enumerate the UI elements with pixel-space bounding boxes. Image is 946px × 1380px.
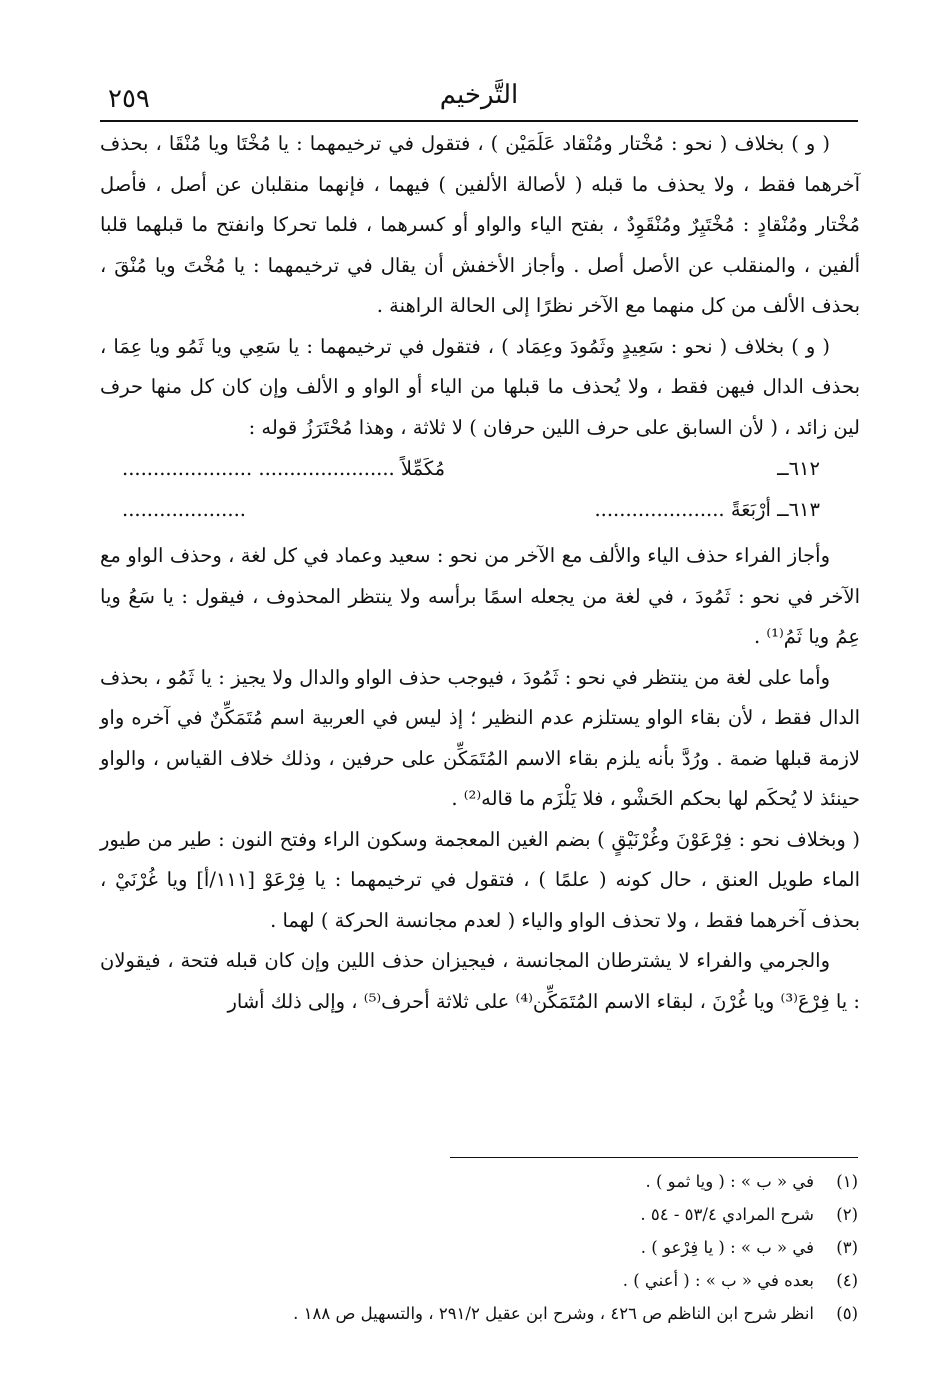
footnote-text: بعده في « ب » : ( أعني ) . <box>622 1271 814 1290</box>
page-number: ٢٥٩ <box>108 84 150 114</box>
paragraph: وأما على لغة من ينتظر في نحو : ثَمُودَ ، فيوجب حذف الواو والدال ولا يجيز : يا ثَمُو ، بحذف الدال فقط ، لأن بقاء الواو يستلزم عدم النظير ؛ إذ ليس في العربية اسم مُتَمَكِّنٌ في آخره واو لازمة قبلها ضمة . ورُدَّ بأنه يلزم بقاء الاسم المُتَمَكِّن على حرفين ، وذلك خلاف القياس ، والواو حينئذ لا يُحكَم لها بحكم الحَشْو ، فلا يَلْزَم ما قاله⁽²⁾ . <box>100 665 860 810</box>
footnote-number: (١) <box>836 1172 858 1191</box>
footnote-text: شرح المرادي ٥٣/٤ - ٥٤ . <box>640 1205 814 1224</box>
footnote <box>100 1264 858 1297</box>
paragraph: ( وبخلاف نحو : فِرْعَوْنَ وغُرْنَيْقٍ ) بضم الغين المعجمة وسكون الراء وفتح النون : طير من طيور الماء طويل العنق ، حال كونه ( علمًا ) ، فتقول في ترخيمهما : يا فِرْعَوْ [١١١/أ] ويا غُرْنَيْ ، بحذف آخرهما فقط ، ولا تحذف الواو والياء ( لعدم مجانسة الحركة ) لهما . <box>100 827 860 932</box>
paragraph: ( و ) بخلاف ( نحو : سَعِيدٍ وثَمُودَ وعِمَاد ) ، فتقول في ترخيمهما : يا سَعِي ويا ثَمُو ويا عِمَا ، بحذف الدال فيهن فقط ، ولا يُحذف ما قبلها من الياء أو الواو و الألف وإن كان كل منها حرف لين زائد ، ( لأن السابق على حرف اللين حرفان ) لا ثلاثة ، وهذا مُحْتَرَزُ قوله : <box>100 334 860 439</box>
footnote-divider <box>450 1157 858 1158</box>
footnote <box>100 1231 858 1264</box>
main-text <box>100 124 860 1022</box>
footnote-text: في « ب » : ( يا فِرْعو ) . <box>640 1238 814 1257</box>
verse-number-fragment: ٦١٣ــ أرْبَعَةً ..................... <box>594 498 820 521</box>
verse-fragment: مُكَمِّلاً ...................... ..................... <box>122 457 446 480</box>
footnote-text: انظر شرح ابن الناظم ص ٤٢٦ ، وشرح ابن عقيل ٢٩١/٢ ، والتسهيل ص ١٨٨ . <box>293 1304 814 1323</box>
footnote <box>100 1297 858 1330</box>
footnote-number: (٣) <box>836 1238 858 1257</box>
footnote-text: في « ب » : ( ويا ثمو ) . <box>645 1172 814 1191</box>
footnote-number: (٥) <box>836 1304 858 1323</box>
page-header <box>100 70 858 122</box>
footnote <box>100 1165 858 1198</box>
footnotes <box>100 1165 858 1330</box>
footnote <box>100 1198 858 1231</box>
verse-line <box>100 489 860 530</box>
paragraph: ( و ) بخلاف ( نحو : مُخْتار ومُنْقاد عَلَمَيْن ) ، فتقول في ترخيمهما : يا مُخْتَا ويا مُنْقَا ، بحذف آخرهما فقط ، ولا يحذف ما قبله ( لأصالة الألفين ) فيهما ، فإنهما منقلبان عن أصل ، فأصل مُخْتار ومُنْقادٍ : مُخْتَيِرٌ ومُنْقَوِدٌ ، بفتح الياء والواو أو كسرهما ، فلما تحركا وانفتح ما قبلهما قلبا ألفين ، والمنقلب عن الأصل أصل . وأجاز الأخفش أن يقال في ترخيمهما : يا مُخْتَ ويا مُنْقَ ، بحذف الألف من كل منهما مع الآخر نظرًا إلى الحالة الراهنة . <box>100 132 860 317</box>
footnote-number: (٤) <box>836 1271 858 1290</box>
footnote-number: (٢) <box>836 1205 858 1224</box>
verse-line <box>100 448 860 489</box>
verse-number-fragment: ٦١٢ــ <box>777 457 820 480</box>
verse-fragment: .................... <box>122 498 246 521</box>
paragraph: وأجاز الفراء حذف الياء والألف مع الآخر من نحو : سعيد وعماد في كل لغة ، وحذف الواو مع الآخر في نحو : ثَمُودَ ، في لغة من يجعله اسمًا برأسه ولا ينتظر المحذوف ، فيقول : يا سَعُ ويا عِمُ ويا ثَمُ⁽¹⁾ . <box>100 544 860 648</box>
running-title: التَّرخيم <box>439 80 519 110</box>
paragraph: والجرمي والفراء لا يشترطان المجانسة ، فيجيزان حذف اللين وإن كان قبله فتحة ، فيقولان : يا فِرْعَ⁽³⁾ ويا غُرْنَ ، لبقاء الاسم المُتَمَكِّن⁽⁴⁾ على ثلاثة أحرف⁽⁵⁾ ، وإلى ذلك أشار <box>100 949 860 1013</box>
